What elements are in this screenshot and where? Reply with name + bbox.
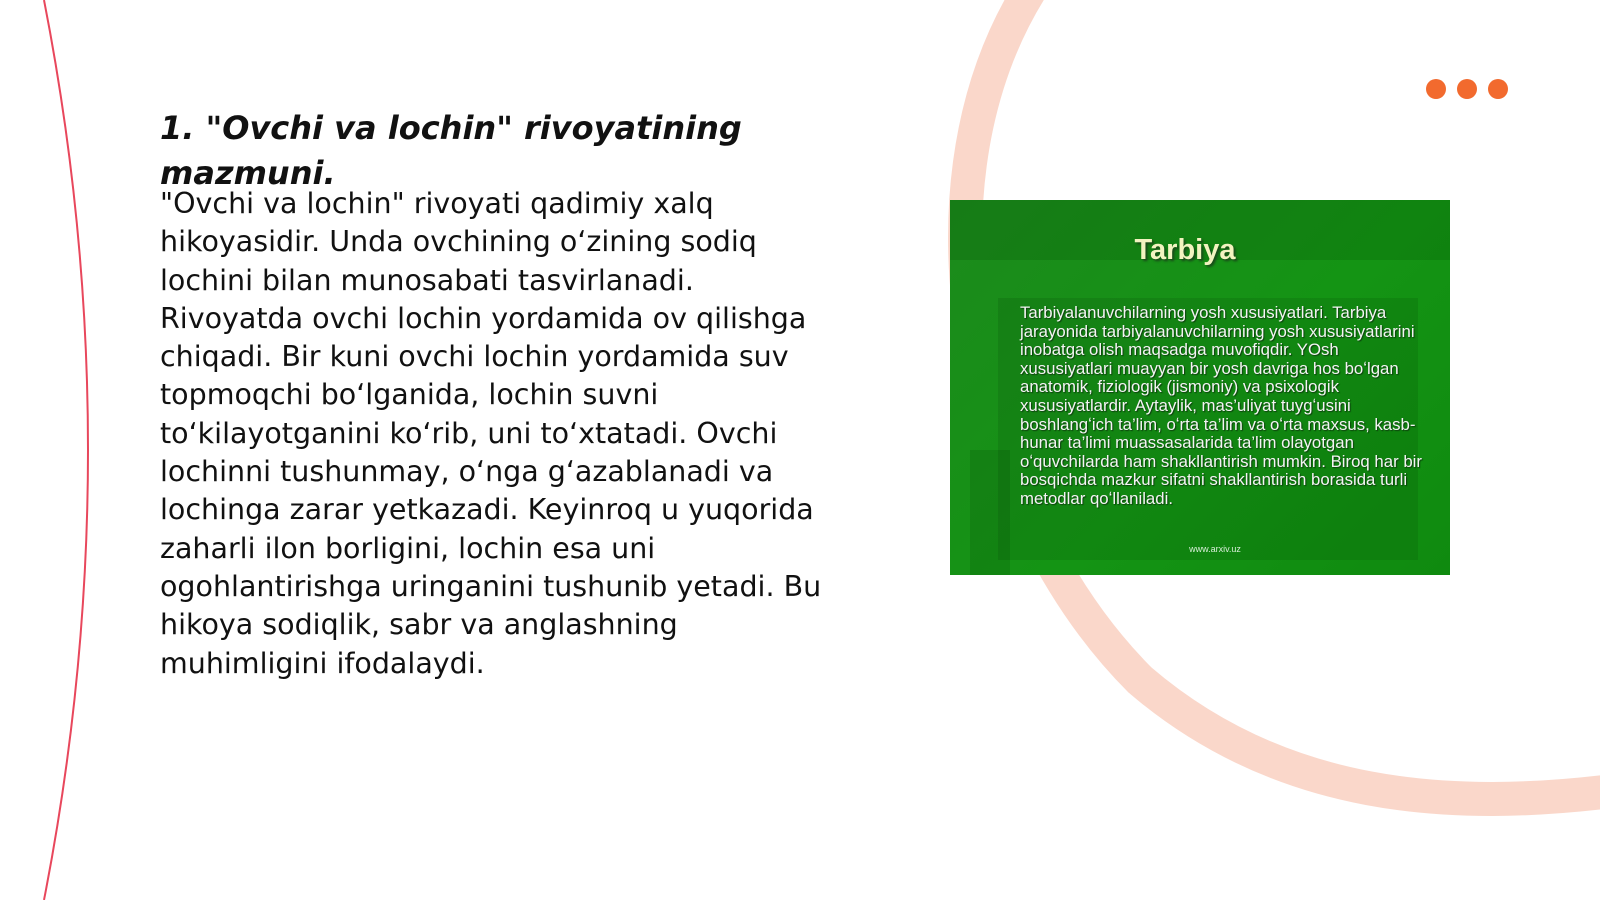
dot-2 [1457, 79, 1477, 99]
tarbiya-image [950, 200, 1450, 575]
image-footer: www.arxiv.uz [1189, 544, 1241, 554]
dot-1 [1426, 79, 1446, 99]
image-title: Tarbiya [1134, 234, 1236, 266]
left-accent-line [44, 0, 88, 900]
image-text: Tarbiyalanuvchilarning yosh xususiyatlari. Tarbiya jarayonida tarbiyalanuvchilarning yosh xususiyatlarini inobatga olish maqsadga muvofiqdir. YOsh xususiyatlari muayyan bir yosh davriga hos boʻlgan anatomik, fiziologik (jismoniy) va psixologik xususiyatlardir. Aytaylik, mas’uliyat tuygʻusini boshlangʻich ta’lim, oʻrta ta’lim va oʻrta maxsus, kasb-hunar ta’limi muassasalarida ta’lim olayotgan oʻquvchilarda ham shakllantirish mumkin. Biroq har bir bosqichda mazkur sifatni shakllantirish borasida turli metodlar qoʻllaniladi. [1020, 303, 1422, 508]
slide-body-text: "Ovchi va lochin" rivoyati qadimiy xalq hikoyasidir. Unda ovchining oʻzining sodiq lochini bilan munosabati tasvirlanadi. Rivoyatda ovchi lochin yordamida ov qilishga chiqadi. Bir kuni ovchi lochin yordamida suv topmoqchi boʻlganida, lochin suvni toʻkilayotganini koʻrib, uni toʻxtatadi. Ovchi lochinni tushunmay, oʻnga gʻazablanadi va lochinga zarar yetkazadi. Keyinroq u yuqorida zaharli ilon borligini, lochin esa uni ogohlantirishga uringanini tushunib yetadi. Bu hikoya sodiqlik, sabr va anglashning muhimligini ifodalaydi. [160, 187, 822, 680]
dot-3 [1488, 79, 1508, 99]
image-shade-corner [970, 450, 1010, 575]
slide-title: 1. "Ovchi va lochin" rivoyatining mazmuni. [160, 109, 742, 192]
menu-dots [1426, 79, 1508, 99]
